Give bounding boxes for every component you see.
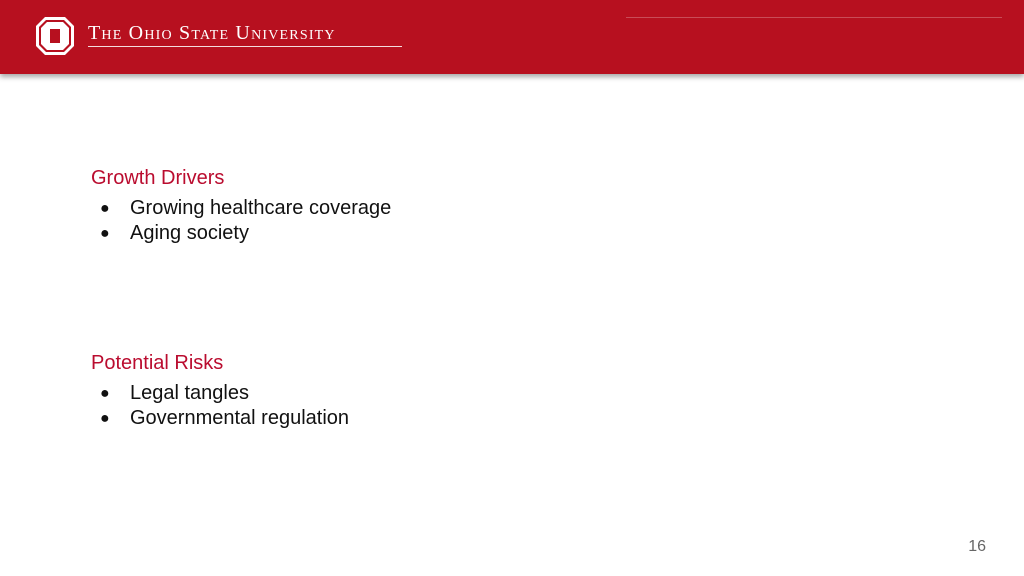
list-item — [91, 221, 391, 246]
list-item-text: Legal tangles — [130, 382, 249, 404]
growth-drivers-section — [91, 166, 391, 246]
bullet-icon: ● — [100, 200, 110, 217]
section-title: Potential Risks — [91, 352, 224, 374]
header-divider — [626, 17, 1002, 18]
list-item — [91, 406, 349, 431]
wordmark-underline — [88, 46, 402, 47]
list-item-text: Aging society — [130, 222, 249, 244]
header-bar — [0, 0, 1024, 74]
list-item-text: Growing healthcare coverage — [130, 197, 392, 219]
bullet-list — [91, 196, 391, 246]
list-item — [91, 381, 349, 406]
list-item — [91, 196, 391, 221]
block-o-logo-icon — [35, 16, 75, 56]
list-item-text: Governmental regulation — [130, 407, 350, 429]
bullet-icon: ● — [100, 410, 110, 427]
university-wordmark: The Ohio State University — [88, 22, 336, 44]
bullet-list — [91, 381, 349, 431]
bullet-icon: ● — [100, 225, 110, 242]
potential-risks-section — [91, 351, 349, 431]
bullet-icon: ● — [100, 385, 110, 402]
page-number: 16 — [968, 538, 986, 555]
section-title: Growth Drivers — [91, 167, 225, 189]
